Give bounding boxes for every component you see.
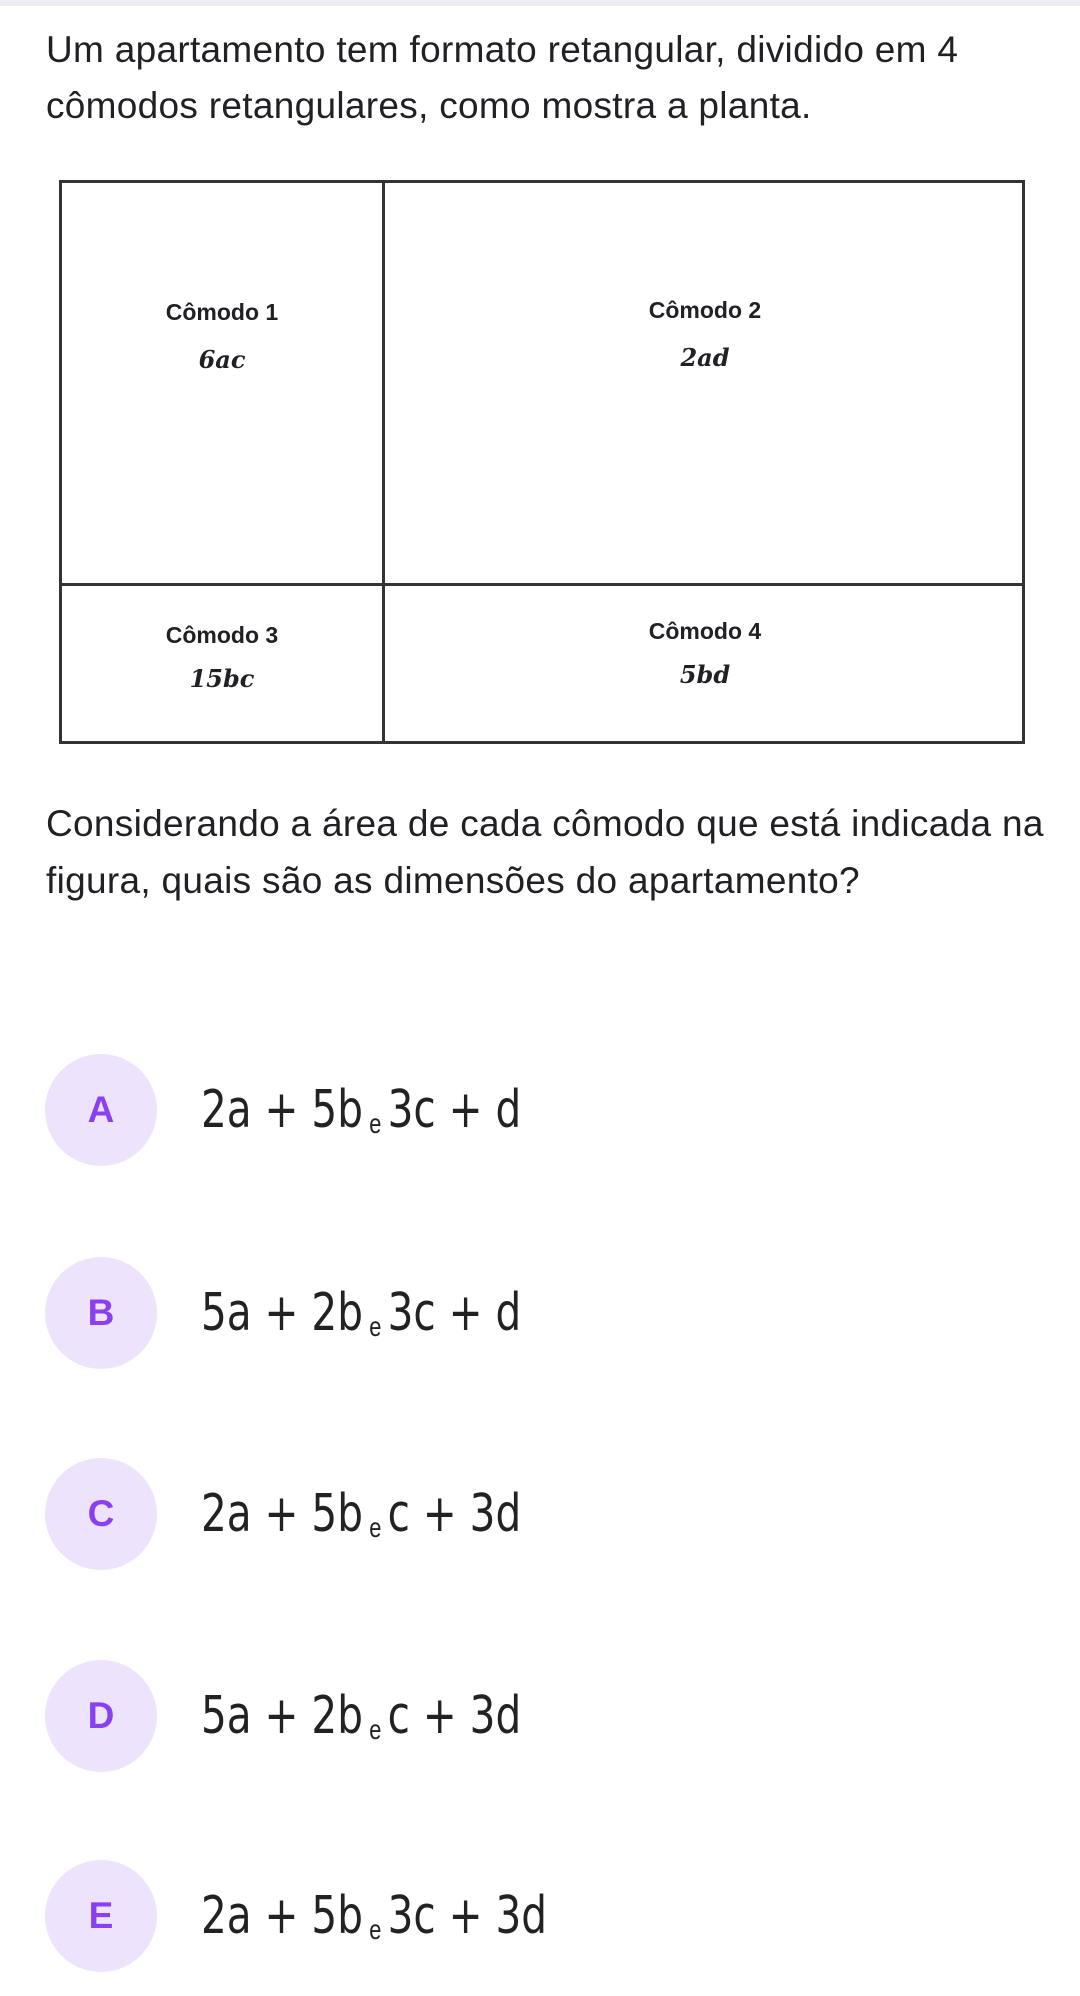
option-d[interactable] [45, 1658, 1025, 1773]
option-letter-badge[interactable]: A [45, 1054, 157, 1166]
option-answer [201, 1283, 521, 1343]
room-area: 5bd [679, 660, 731, 689]
intro-text: Um apartamento tem formato retangular, dividido em 4 cômodos retangulares, como mostra a planta. [46, 29, 959, 126]
room-name: Cômodo 1 [165, 299, 279, 325]
option-answer [201, 1080, 521, 1140]
option-answer [201, 1484, 521, 1544]
room-2 [385, 295, 1025, 375]
room-name: Cômodo 4 [648, 618, 762, 644]
option-letter-badge[interactable]: B [45, 1257, 157, 1369]
room-area: 2ad [680, 343, 730, 372]
room-3 [62, 620, 382, 696]
plan-horizontal-divider [62, 583, 1022, 586]
answer-conjunction: e [369, 1913, 382, 1945]
option-answer [201, 1886, 547, 1946]
room-4 [385, 616, 1025, 692]
answer-first-dimension: 2a + 5b [201, 1079, 363, 1140]
option-letter-badge[interactable]: C [45, 1458, 157, 1570]
room-area: 6ac [198, 345, 246, 374]
option-c[interactable] [45, 1456, 1025, 1571]
option-e[interactable] [45, 1858, 1025, 1973]
answer-conjunction: e [369, 1107, 382, 1139]
answer-second-dimension: 3c + 3d [387, 1885, 548, 1946]
floor-plan [59, 180, 1025, 744]
room-1 [62, 297, 382, 377]
answer-second-dimension: 3c + d [387, 1079, 522, 1140]
answer-conjunction: e [369, 1511, 382, 1543]
option-letter-badge[interactable]: D [45, 1660, 157, 1772]
option-b[interactable] [45, 1255, 1025, 1370]
question-text: Considerando a área de cada cômodo que está indicada na figura, quais são as dimensões do apartamento? [46, 803, 1044, 901]
answer-conjunction: e [369, 1310, 382, 1342]
answer-second-dimension: c + 3d [387, 1685, 522, 1746]
answer-second-dimension: 3c + d [387, 1282, 522, 1343]
room-name: Cômodo 3 [165, 622, 279, 648]
answer-first-dimension: 5a + 2b [201, 1282, 363, 1343]
option-answer [201, 1686, 521, 1746]
option-letter-badge[interactable]: E [45, 1860, 157, 1972]
answer-first-dimension: 2a + 5b [201, 1885, 363, 1946]
option-a[interactable] [45, 1052, 1025, 1167]
answer-first-dimension: 5a + 2b [201, 1685, 363, 1746]
answer-second-dimension: c + 3d [387, 1483, 522, 1544]
answer-first-dimension: 2a + 5b [201, 1483, 363, 1544]
room-area: 15bc [189, 664, 255, 693]
answer-conjunction: e [369, 1713, 382, 1745]
room-name: Cômodo 2 [648, 297, 762, 323]
top-strip [0, 0, 1080, 6]
